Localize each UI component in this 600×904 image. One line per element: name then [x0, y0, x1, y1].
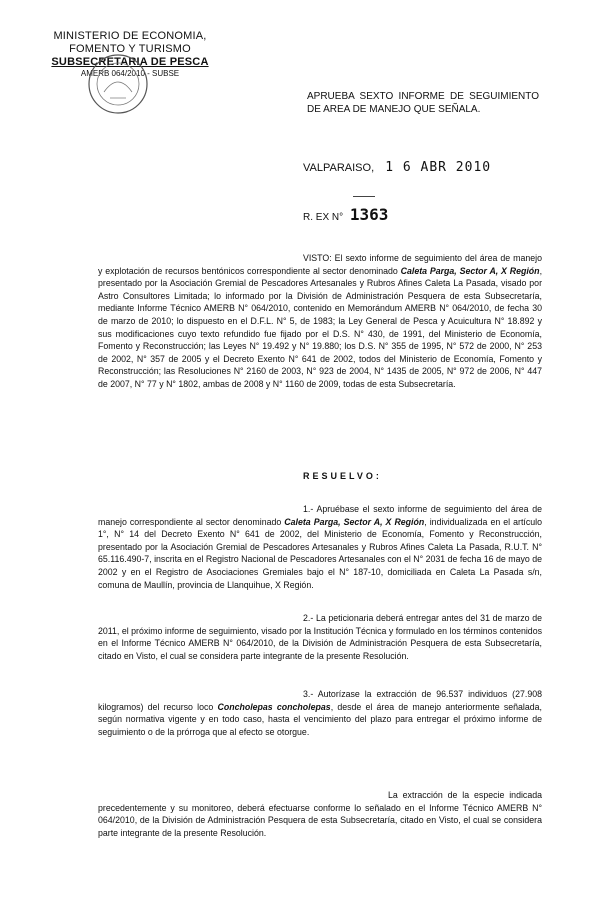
item1-text-2: , individualizada en el artículo 1°, N° 14 del Decreto Exento N° 641 de 2002, del Ministerio de Economía, Fomento y Reconstrucción, presentado por la Asociación Gremial de Pescadores Artesanales y Rubros Afines Caleta La Pasada, R.U.T. N° 65.116.490-7, inscrita en el Registro Nacional de Pescadores Artesanales con el N° 2031 de fecha 16 de mayo de 2002 y en el Registro de Asociaciones Gremiales bajo el N° 187-10, domiciliada en Caleta La Pasada s/n, comuna de Maullín, provincia de Llanquihue, X Región.	[98, 516, 542, 590]
item3-species-name: Concholepas concholepas	[217, 701, 331, 712]
place-name: VALPARAISO,	[303, 162, 375, 174]
item1-text-1: 1.- Apruébase el sexto informe de seguimiento del área de manejo correspondiente al sector denominado	[98, 504, 542, 527]
item4-text: La extracción de la especie indicada precedentemente y su monitoreo, deberá efectuarse conforme lo señalado en el Informe Técnico AMERB N° 064/2010, de la División de Administración Pesquera de esta Subsecretaría, citado en Visto, el cual se considera parte integrante de la presente Resolución.	[98, 790, 542, 838]
resolution-item-2	[98, 612, 542, 662]
item2-text: 2.- La peticionaria deberá entregar antes del 31 de marzo de 2011, el próximo informe de seguimiento, visado por la Institución Técnica y formulado en los términos contenidos en el Informe Técnico AMERB N° 064/2010, de la División de Administración Pesquera de esta Subsecretaría, citado en Visto, el cual se considera parte integrante de la presente Resolución.	[98, 613, 542, 661]
item3-text-2: , desde el área de manejo anteriormente señalada, según normativa vigente y en todo caso, hasta el vencimiento del plazo para entregar el próximo informe de seguimiento o de la prórroga que al efecto se otorgue.	[98, 701, 543, 737]
subject-line: APRUEBA SEXTO INFORME DE SEGUIMIENTO DE AREA DE MANEJO QUE SEÑALA.	[307, 91, 539, 115]
resolution-item-3	[98, 688, 542, 738]
number-overline	[353, 196, 375, 197]
resolution-value: 1363	[349, 205, 389, 224]
header-ministry-2: FOMENTO Y TURISMO	[69, 43, 191, 55]
item3-text-1: 3.- Autorízase la extracción de 96.537 individuos (27.908 kilogramos) del recurso loco	[98, 689, 542, 712]
visto-text-1: VISTO: El sexto informe de seguimiento del área de manejo y explotación de recursos bentónicos correspondiente al sector denominado	[98, 253, 542, 276]
resolution-item-1	[98, 503, 542, 591]
header-ministry: MINISTERIO DE ECONOMIA,	[53, 30, 207, 42]
header-reference: AMERB 064/2010 - SUBSE	[80, 69, 180, 78]
resolution-number	[303, 205, 388, 224]
official-seal-icon	[86, 52, 150, 116]
item1-sector-name: Caleta Parga, Sector A, X Región	[284, 516, 425, 527]
visto-text-2: , presentado por la Asociación Gremial de Pescadores Artesanales y Rubros Afines Caleta La Pasada, visado por Astro Consultores Limitada; lo informado por la División de Administración Pesquera de esta Subsecretaría, mediante Informe Técnico AMERB N° 064/2010, contenido en Memorándum AMERB N° 064/2010, de fecha 30 de marzo de 2010; lo dispuesto en el D.F.L. N° 5, de 1983; la Ley General de Pesca y Acuicultura N° 18.892 y sus modificaciones cuyo texto refundido fue fijado por el D.S. N° 430, de 1991, del Ministerio de Economía, Fomento y Reconstrucción; las Leyes N° 19.492 y N° 19.880; los D.S. N° 355 de 1995, N° 572 de 2000, N° 253 de 2002, N° 357 de 2005 y el Decreto Exento N° 641 de 2002, todos del Ministerio de Economía, Fomento y Reconstrucción; las Resoluciones N° 2160 de 2003, N° 923 de 2004, N° 1435 de 2005, N° 972 de 2006, N° 447 de 2007, N° 77 y N° 1802, ambas de 2008 y N° 1160 de 2009, todas de esta Subsecretaría.	[98, 265, 543, 389]
visto-sector-name: Caleta Parga, Sector A, X Región	[400, 265, 540, 276]
resolution-item-4	[98, 789, 542, 839]
place-date	[303, 160, 491, 175]
header-subsecretaria: SUBSECRETARIA DE PESCA	[51, 56, 209, 68]
visto-paragraph	[98, 252, 542, 391]
resolution-label: R. EX N°	[303, 212, 344, 223]
stamped-date: 1 6 ABR 2010	[385, 160, 492, 175]
resuelvo-heading: RESUELVO:	[303, 471, 382, 481]
